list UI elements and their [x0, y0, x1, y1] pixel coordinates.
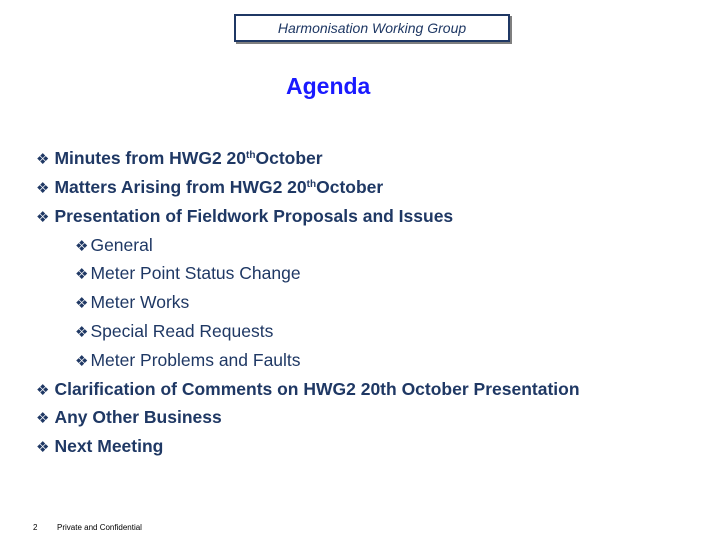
agenda-item-text: Matters Arising from HWG2 20 — [54, 177, 307, 197]
agenda-item-text: Clarification of Comments on HWG2 20th October Presentation — [54, 379, 580, 399]
agenda-subitem-meter-point — [75, 263, 301, 284]
diamond-bullet-icon: ❖ — [75, 295, 89, 312]
agenda-item-text: Minutes from HWG2 20 — [54, 148, 247, 168]
diamond-bullet-icon: ❖ — [36, 382, 50, 399]
agenda-subitem-special-read — [75, 321, 273, 342]
page-number: 2 — [33, 523, 38, 532]
agenda-subitem-text: Meter Works — [90, 292, 190, 312]
agenda-subitem-text: Special Read Requests — [90, 321, 274, 341]
diamond-bullet-icon: ❖ — [75, 353, 89, 370]
agenda-item-text-end: October — [316, 177, 384, 197]
agenda-item-text: Next Meeting — [54, 436, 164, 456]
agenda-item-matters-arising: ❖ Matters Arising from HWG2 20 $^{th}$ October — [36, 177, 384, 197]
agenda-item-text: Any Other Business — [54, 407, 222, 427]
agenda-subitem-text: General — [90, 235, 153, 255]
slide-title: Agenda — [286, 73, 371, 99]
diamond-bullet-icon: ❖ — [36, 439, 50, 456]
diamond-bullet-icon: ❖ — [36, 410, 50, 427]
header-text: Harmonisation Working Group — [277, 20, 467, 36]
agenda-subitem-meter-problems — [75, 350, 301, 371]
diamond-bullet-icon: ❖ — [75, 238, 89, 255]
agenda-subitem-text: Meter Point Status Change — [90, 263, 301, 283]
diamond-bullet-icon: ❖ — [75, 266, 89, 283]
agenda-item-clarification — [36, 379, 580, 400]
diamond-bullet-icon: ❖ — [36, 151, 50, 168]
agenda-item-text: Presentation of Fieldwork Proposals and Issues — [54, 206, 454, 226]
agenda-subitem-meter-works — [75, 292, 189, 313]
agenda-item-text-end: October — [255, 148, 323, 168]
agenda-item-presentation — [36, 206, 453, 227]
diamond-bullet-icon: ❖ — [36, 209, 50, 226]
agenda-subitem-general — [75, 235, 153, 256]
diamond-bullet-icon: ❖ — [75, 324, 89, 341]
agenda-item-minutes: ❖ Minutes from HWG2 20 $^{th}$ October — [36, 148, 323, 168]
agenda-subitem-text: Meter Problems and Faults — [90, 350, 301, 370]
agenda-item-any-other-business — [36, 407, 222, 428]
confidentiality-notice: Private and Confidential — [57, 523, 142, 532]
diamond-bullet-icon: ❖ — [36, 180, 50, 197]
header-box — [234, 14, 510, 42]
agenda-item-next-meeting — [36, 436, 163, 457]
